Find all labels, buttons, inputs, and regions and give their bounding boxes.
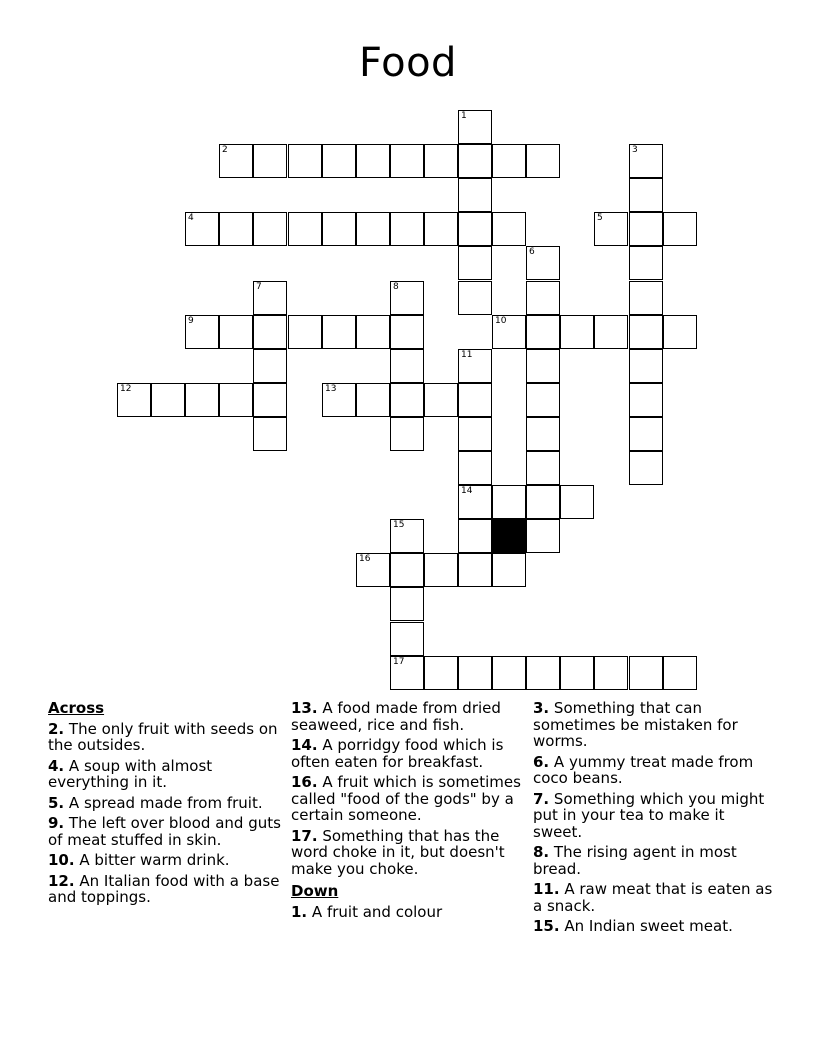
clues-column-1 [48, 700, 284, 910]
grid-cell[interactable] [458, 451, 492, 485]
grid-cell[interactable] [526, 315, 560, 349]
across-heading: Across [48, 699, 105, 717]
grid-cell[interactable] [458, 417, 492, 451]
grid-cell[interactable] [390, 144, 424, 178]
grid-cell[interactable] [526, 246, 560, 280]
grid-cell[interactable] [185, 383, 219, 417]
grid-cell[interactable] [594, 315, 628, 349]
grid-cell[interactable] [458, 656, 492, 690]
clue-down-6: 6. A yummy treat made from coco beans. [533, 752, 754, 787]
grid-cell[interactable] [288, 144, 322, 178]
grid-cell[interactable] [458, 246, 492, 280]
grid-cell[interactable] [629, 417, 663, 451]
cell-number: 13 [325, 384, 337, 394]
grid-cell[interactable] [629, 383, 663, 417]
grid-cell[interactable] [492, 553, 526, 587]
grid-cell[interactable] [492, 485, 526, 519]
grid-cell[interactable] [594, 212, 628, 246]
grid-cell[interactable] [458, 281, 492, 315]
grid-cell[interactable] [492, 144, 526, 178]
grid-cell[interactable] [253, 417, 287, 451]
grid-cell[interactable] [390, 212, 424, 246]
cell-number: 12 [120, 384, 132, 394]
grid-cell[interactable] [458, 553, 492, 587]
clue-across-13: 13. A food made from dried seaweed, rice and fish. [291, 699, 501, 734]
clue-across-4: 4. A soup with almost everything in it. [48, 756, 213, 791]
grid-cell[interactable] [629, 656, 663, 690]
grid-cell[interactable] [458, 349, 492, 383]
grid-cell[interactable] [185, 315, 219, 349]
clue-down-1: 1. A fruit and colour [291, 902, 443, 921]
grid-cell[interactable] [253, 144, 287, 178]
grid-cell[interactable] [185, 212, 219, 246]
cell-number: 10 [495, 316, 507, 326]
grid-cell[interactable] [458, 383, 492, 417]
grid-cell[interactable] [594, 656, 628, 690]
grid-cell[interactable] [458, 144, 492, 178]
grid-cell[interactable] [560, 315, 594, 349]
grid-cell[interactable] [424, 212, 458, 246]
cell-number: 16 [359, 554, 371, 564]
grid-cell[interactable] [356, 383, 390, 417]
grid-cell[interactable] [629, 212, 663, 246]
grid-cell[interactable] [526, 417, 560, 451]
grid-cell[interactable] [492, 315, 526, 349]
grid-cell[interactable] [253, 349, 287, 383]
grid-cell[interactable] [253, 383, 287, 417]
cell-number: 2 [222, 145, 228, 155]
clue-across-10: 10. A bitter warm drink. [48, 851, 230, 869]
grid-cell[interactable] [663, 315, 697, 349]
grid-cell[interactable] [356, 315, 390, 349]
clue-across-17: 17. Something that has the word choke in it, but doesn't make you choke. [291, 826, 505, 878]
grid-cell[interactable] [526, 281, 560, 315]
grid-cell[interactable] [390, 622, 424, 656]
cell-number: 8 [393, 282, 399, 292]
grid-cell[interactable] [629, 281, 663, 315]
grid-cell[interactable] [390, 656, 424, 690]
cell-number: 1 [461, 111, 467, 121]
grid-cell[interactable] [492, 212, 526, 246]
grid-cell[interactable] [322, 383, 356, 417]
grid-cell[interactable] [151, 383, 185, 417]
grid-cell[interactable] [526, 656, 560, 690]
cell-number: 3 [632, 145, 638, 155]
cell-number: 5 [597, 213, 603, 223]
grid-cell[interactable] [356, 553, 390, 587]
clue-down-8: 8. The rising agent in most bread. [533, 843, 737, 878]
clue-across-14: 14. A porridgy food which is often eaten for breakfast. [291, 736, 504, 771]
grid-cell[interactable] [390, 349, 424, 383]
grid-cell[interactable] [253, 281, 287, 315]
grid-cell[interactable] [390, 553, 424, 587]
clue-across-9: 9. The left over blood and guts of meat stuffed in skin. [48, 814, 281, 849]
grid-cell[interactable] [663, 212, 697, 246]
grid-cell[interactable] [560, 485, 594, 519]
grid-cell[interactable] [424, 656, 458, 690]
grid-cell[interactable] [253, 315, 287, 349]
grid-cell[interactable] [629, 349, 663, 383]
grid-cell[interactable] [458, 110, 492, 144]
grid-cell[interactable] [458, 485, 492, 519]
grid-cell[interactable] [526, 383, 560, 417]
grid-cell[interactable] [288, 315, 322, 349]
clue-down-3: 3. Something that can sometimes be mistaken for worms. [533, 699, 738, 750]
cell-number: 9 [188, 316, 194, 326]
grid-cell[interactable] [458, 519, 492, 553]
clue-down-11: 11. A raw meat that is eaten as a snack. [533, 880, 773, 915]
cell-number: 14 [461, 486, 473, 496]
grid-cell[interactable] [390, 383, 424, 417]
grid-cell[interactable] [219, 212, 253, 246]
clues-column-2 [291, 700, 527, 924]
cell-number: 4 [188, 213, 194, 223]
grid-cell[interactable] [390, 315, 424, 349]
grid-cell[interactable] [629, 451, 663, 485]
cell-number: 7 [256, 282, 262, 292]
grid-cell[interactable] [322, 144, 356, 178]
grid-cell[interactable] [253, 212, 287, 246]
grid-cell[interactable] [526, 451, 560, 485]
grid-cell[interactable] [117, 383, 151, 417]
grid-cell[interactable] [219, 144, 253, 178]
grid-cell[interactable] [356, 212, 390, 246]
grid-cell[interactable] [424, 553, 458, 587]
grid-cell[interactable] [322, 212, 356, 246]
grid-cell[interactable] [322, 315, 356, 349]
cell-number: 6 [529, 247, 535, 257]
grid-cell[interactable] [219, 315, 253, 349]
grid-cell[interactable] [458, 212, 492, 246]
grid-cell[interactable] [526, 349, 560, 383]
clues-column-3 [533, 700, 773, 939]
grid-cell[interactable] [424, 383, 458, 417]
clue-across-16: 16. A fruit which is sometimes called "food of the gods" by a certain someone. [291, 773, 521, 824]
grid-cell[interactable] [458, 178, 492, 212]
grid-cell[interactable] [288, 212, 322, 246]
grid-cell[interactable] [629, 178, 663, 212]
grid-cell[interactable] [390, 519, 424, 553]
clue-across-12: 12. An Italian food with a base and toppings. [48, 871, 280, 906]
clue-down-7: 7. Something which you might put in your tea to make it sweet. [533, 789, 765, 841]
grid-cell[interactable] [526, 485, 560, 519]
grid-cell[interactable] [560, 656, 594, 690]
grid-cell[interactable] [663, 656, 697, 690]
grid-cell[interactable] [629, 315, 663, 349]
cell-number: 17 [393, 657, 405, 667]
grid-cell[interactable] [526, 144, 560, 178]
grid-block-cell [492, 519, 526, 553]
clue-across-2: 2. The only fruit with seeds on the outsides. [48, 719, 278, 754]
cell-number: 15 [393, 520, 405, 530]
grid-cell[interactable] [492, 656, 526, 690]
grid-cell[interactable] [526, 519, 560, 553]
grid-cell[interactable] [219, 383, 253, 417]
clue-down-15: 15. An Indian sweet meat. [533, 917, 733, 935]
cell-number: 11 [461, 350, 473, 360]
clue-across-5: 5. A spread made from fruit. [48, 793, 263, 812]
grid-cell[interactable] [356, 144, 390, 178]
grid-cell[interactable] [629, 144, 663, 178]
grid-cell[interactable] [390, 417, 424, 451]
grid-cell[interactable] [390, 587, 424, 621]
grid-cell[interactable] [424, 144, 458, 178]
puzzle-title: Food [359, 40, 457, 86]
grid-cell[interactable] [390, 281, 424, 315]
grid-cell[interactable] [629, 246, 663, 280]
down-heading: Down [291, 882, 339, 900]
